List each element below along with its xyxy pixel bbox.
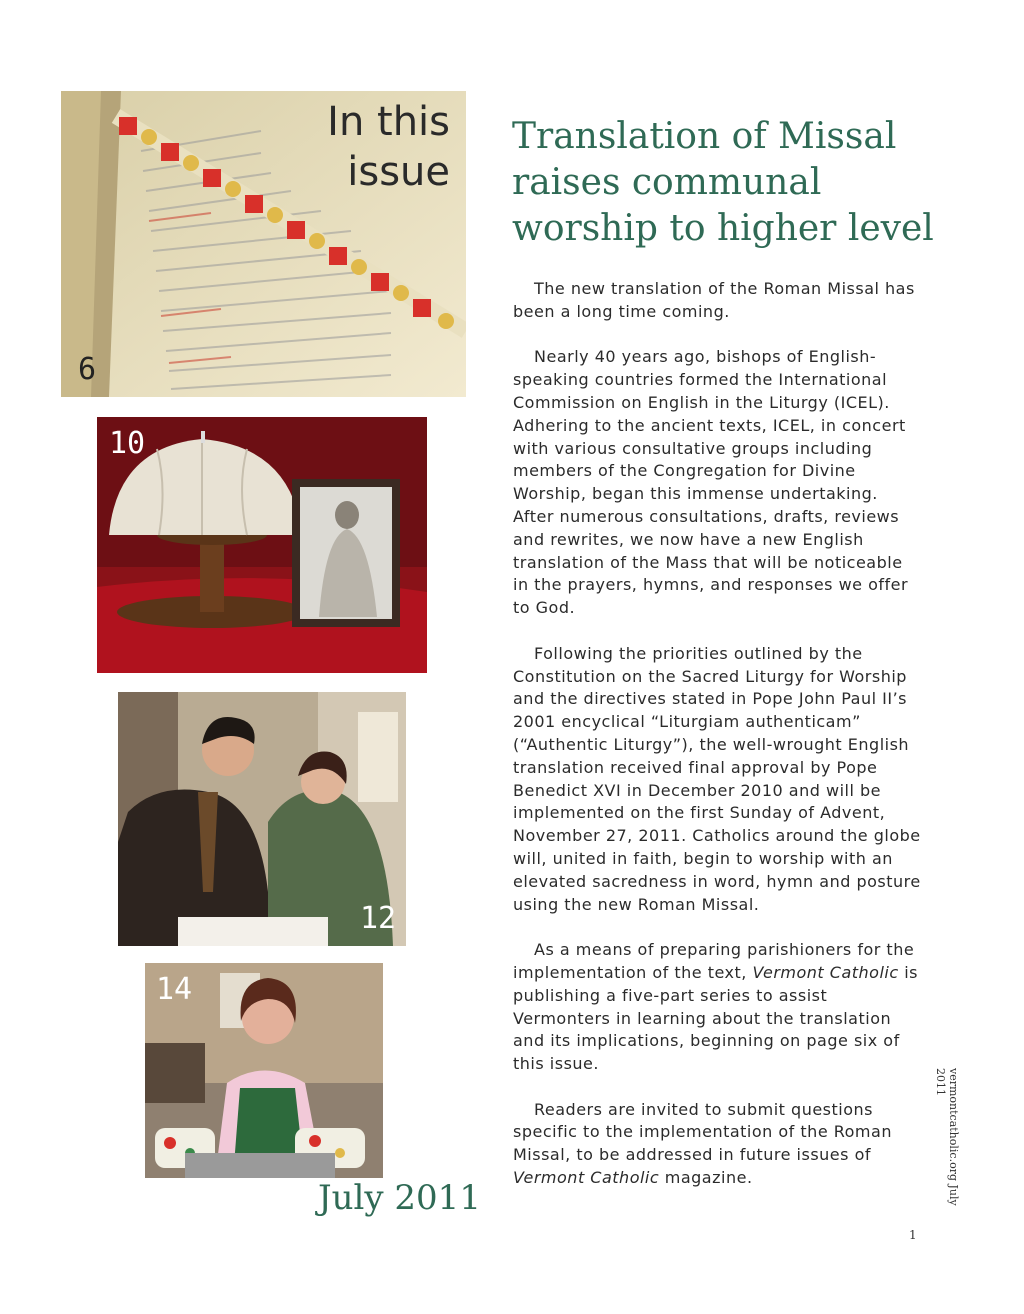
publication-name: Vermont Catholic — [513, 1168, 660, 1188]
page-number: 1 — [909, 1228, 917, 1242]
publication-name: Vermont Catholic — [752, 962, 899, 982]
page-ref-6: 6 — [78, 352, 97, 387]
article-paragraph — [513, 939, 923, 1076]
paragraph-text: is publishing a five-part series to assist Vermonters in learning about the translation and its implications, beginning on page six of this issue. — [513, 962, 919, 1074]
in-this-heading-line: In this — [327, 99, 450, 145]
zucchetto-photo — [97, 417, 427, 673]
paragraph-text: As a means of preparing parishioners for the implementation of the text, — [513, 940, 915, 982]
article-paragraph — [513, 1099, 923, 1190]
page-ref-14: 14 — [156, 972, 193, 1007]
couple-photo — [118, 692, 406, 946]
page-ref-12: 12 — [360, 901, 397, 936]
article-paragraph: Following the priorities outlined by the Constitution on the Sacred Liturgy for Worship and the directives stated in Pope John Paul II’s 2001 encyclical “Liturgiam authenticam” (“Authentic Liturgy”), the well-wrought English translation received final approval by Pope Benedict XVI in December 2010 and will be implemented on the first Sunday of Advent, November 27, 2011. Catholics around the globe will, united in faith, begin to worship with an elevated sacredness in word, hymn and posture using the new Roman Missal. — [513, 643, 921, 914]
article-body — [513, 278, 923, 1213]
page-ref-10: 10 — [109, 426, 146, 461]
zucchetto-portrait-image — [97, 417, 427, 673]
article-headline: Translation of Missal raises communal worship to higher level — [512, 116, 934, 249]
cook-photo — [145, 963, 383, 1178]
side-footer: vermontcatholic.org July 2011 — [934, 1068, 960, 1206]
issue-date: July 2011 — [318, 1178, 481, 1218]
article-paragraph: Nearly 40 years ago, bishops of English-speaking countries formed the International Commission on English in the Liturgy (ICEL). Adhering to the ancient texts, ICEL, in concert with various consultative groups including members of the Congregation for Divine Worship, began this immense undertaking. After numerous consultations, drafts, reviews and rewrites, we now have a new English translation of the Mass that will be noticeable in the prayers, hymns, and responses we offer to God. — [513, 347, 909, 618]
missal-photo — [61, 91, 466, 397]
in-this-issue-heading — [327, 97, 450, 197]
issue-heading-line: issue — [347, 149, 450, 195]
paragraph-text: magazine. — [659, 1168, 753, 1188]
paragraph-text: Readers are invited to submit questions specific to the implementation of the Roman Missal, to be addressed in future issues of — [513, 1099, 892, 1165]
article-paragraph: The new translation of the Roman Missal has been a long time coming. — [513, 279, 915, 321]
